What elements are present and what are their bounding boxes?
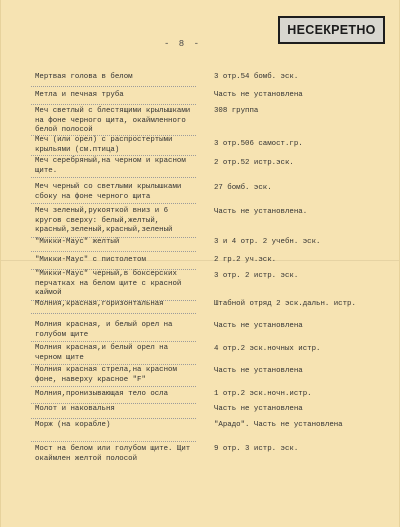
unit-designation: Часть не установлена: [214, 91, 303, 99]
emblem-description: Молот и наковальня: [35, 405, 115, 413]
emblem-description: Мертвая голова в белом: [35, 73, 133, 81]
dotted-rule: [31, 177, 196, 178]
dotted-rule: [31, 403, 196, 404]
unit-designation: Часть не установлена: [214, 405, 303, 413]
unit-designation: 3 отр.506 самост.гр.: [214, 140, 303, 148]
emblem-description: Меч серебряный,на черном и красном щите.: [35, 157, 186, 175]
unit-designation: "Арадо". Часть не установлена: [214, 421, 343, 429]
emblem-description: "Микки-Маус" желтый: [35, 238, 120, 246]
unit-designation: 27 бомб. эск.: [214, 184, 272, 192]
emblem-description: Меч светлый с блестящими крылышками на фоне черного щита, окаймленного белой полосой: [35, 107, 191, 135]
emblem-description: Метла и печная труба: [35, 91, 124, 99]
emblem-description: "Микки-Маус" черный,в боксерских перчатках на белом щите с красной каймой: [35, 270, 182, 298]
unit-designation: Часть не установлена: [214, 322, 303, 330]
dotted-rule: [31, 386, 196, 387]
dotted-rule: [31, 441, 196, 442]
emblem-description: "Микки-Маус" с пистолетом: [35, 256, 146, 264]
unit-designation: 4 отр.2 эск.ночных истр.: [214, 345, 321, 353]
unit-designation: Часть не установлена: [214, 367, 303, 375]
dotted-rule: [31, 251, 196, 252]
unit-designation: 3 отр.54 бомб. эск.: [214, 73, 299, 81]
unit-designation: 2 отр.52 истр.эск.: [214, 159, 294, 167]
unit-designation: 3 отр. 2 истр. эск.: [214, 272, 299, 280]
unit-designation: 1 отр.2 эск.ночн.истр.: [214, 390, 312, 398]
entries-table: [1, 0, 400, 527]
dotted-rule: [31, 341, 196, 342]
emblem-description: Молния красная стрела,на красном фоне, наверху красное "F": [35, 366, 177, 384]
dotted-rule: [31, 313, 196, 314]
emblem-description: Молния красная,и белый орел на черном щите: [35, 344, 169, 362]
emblem-description: Молния,красная,горизонтальная: [35, 300, 164, 308]
emblem-description: Морж (на корабле): [35, 421, 111, 429]
emblem-description: Молния,пронизывающая тело осла: [35, 390, 169, 398]
emblem-description: Меч (или орел) с распростертыми крыльями (см.птица): [35, 136, 173, 154]
unit-designation: 308 группа: [214, 107, 259, 115]
emblem-description: Меч зеленый,рукояткой вниз и 6 кругов сверху: белый,желтый, красный,зеленый,красный,зеленый: [35, 207, 173, 235]
dotted-rule: [31, 203, 196, 204]
dotted-rule: [31, 155, 196, 156]
emblem-description: Молния красная, и белый орел на голубом щите: [35, 321, 173, 339]
emblem-description: Меч черный со светлыми крылышками сбоку на фоне черного щита: [35, 183, 182, 201]
unit-designation: 3 и 4 отр. 2 учебн. эск.: [214, 238, 321, 246]
dotted-rule: [31, 418, 196, 419]
classification-stamp: НЕСЕКРЕТНО: [278, 16, 385, 44]
dotted-rule: [31, 86, 196, 87]
unit-designation: Часть не установлена.: [214, 208, 308, 216]
page-number: - 8 -: [164, 39, 202, 49]
unit-designation: Штабной отряд 2 эск.дальн. истр.: [214, 300, 356, 308]
unit-designation: 9 отр. 3 истр. эск.: [214, 445, 299, 453]
unit-designation: 2 гр.2 уч.эск.: [214, 256, 277, 264]
dotted-rule: [31, 364, 196, 365]
dotted-rule: [31, 104, 196, 105]
emblem-description: Мост на белом или голубом щите. Щит окаймлен желтой полосой: [35, 445, 191, 463]
